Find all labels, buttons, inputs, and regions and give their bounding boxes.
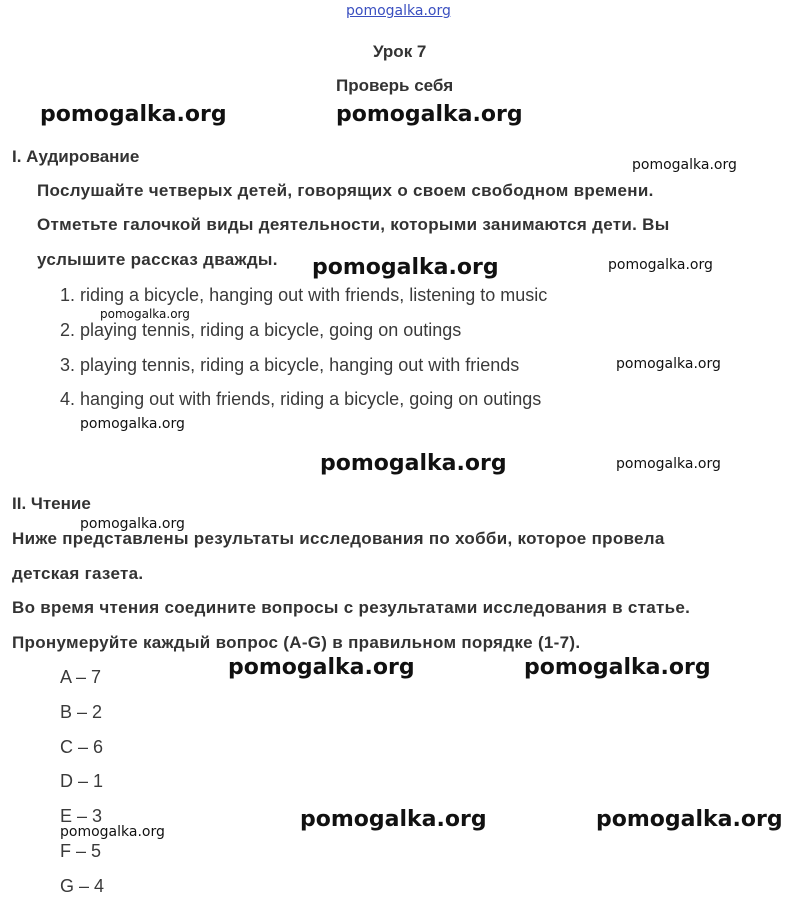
watermark: pomogalka.org [312,255,499,280]
reading-instruction-line-3: Во время чтения соедините вопросы с результатами исследования в статье. [12,598,691,617]
answer-d: D – 1 [60,771,104,791]
answer-f: F – 5 [60,841,102,861]
answer-g: G – 4 [60,876,105,896]
watermark: pomogalka.org [336,102,523,127]
watermark: pomogalka.org [632,157,737,173]
watermark: pomogalka.org [616,356,721,372]
watermark: pomogalka.org [228,655,415,680]
answer-e: E – 3 [60,806,103,826]
listening-instruction-line-2: Отметьте галочкой виды деятельности, которыми занимаются дети. Вы [37,215,670,234]
watermark: pomogalka.org [300,807,487,832]
listening-item-2: 2. playing tennis, riding a bicycle, going on outings [60,320,462,340]
listening-item-3: 3. playing tennis, riding a bicycle, hanging out with friends [60,355,520,375]
reading-instruction-line-2: детская газета. [12,564,144,583]
watermark: pomogalka.org [80,516,185,532]
watermark: pomogalka.org [608,257,713,273]
site-header-link[interactable]: pomogalka.org [346,3,451,19]
section-reading-heading: II. Чтение [12,494,91,513]
section-listening-heading: I. Аудирование [12,147,140,166]
watermark: pomogalka.org [616,456,721,472]
reading-instruction-line-1: Ниже представлены результаты исследования по хобби, которое провела [12,529,665,548]
answer-a: A – 7 [60,667,102,687]
answer-b: B – 2 [60,702,103,722]
lesson-title: Урок 7 [373,42,427,61]
watermark: pomogalka.org [320,451,507,476]
watermark: pomogalka.org [80,416,185,432]
listening-instruction-line-1: Послушайте четверых детей, говорящих о своем свободном времени. [37,181,654,200]
answer-c: C – 6 [60,737,104,757]
watermark: pomogalka.org [60,824,165,840]
listening-item-4: 4. hanging out with friends, riding a bicycle, going on outings [60,389,542,409]
watermark: pomogalka.org [524,655,711,680]
reading-instruction-line-4: Пронумеруйте каждый вопрос (A-G) в правильном порядке (1-7). [12,633,581,652]
listening-item-1: 1. riding a bicycle, hanging out with friends, listening to music [60,285,548,305]
watermark: pomogalka.org [40,102,227,127]
listening-instruction-line-3: услышите рассказ дважды. [37,250,278,269]
lesson-subtitle: Проверь себя [336,76,454,95]
watermark: pomogalka.org [596,807,783,832]
watermark: pomogalka.org [100,307,190,321]
